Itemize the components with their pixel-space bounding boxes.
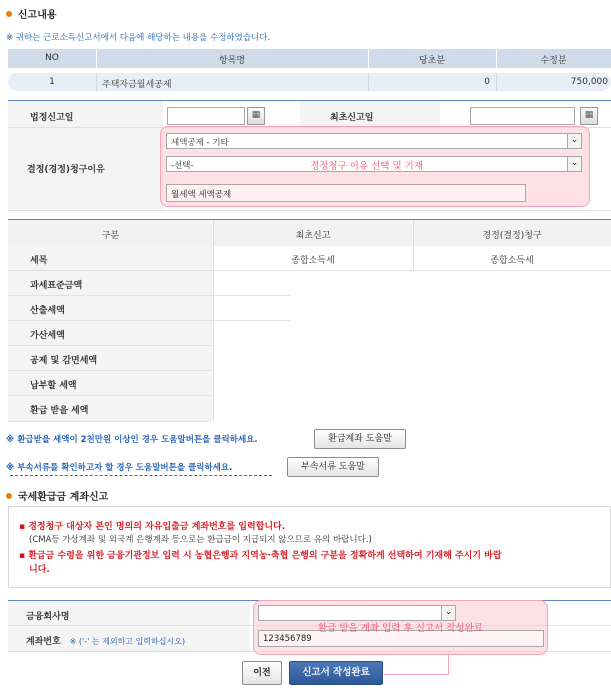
table-row [8,73,611,91]
refund-annotation: 환급 받을 계좌 입력 후 신고서 작성완료 [318,623,483,634]
help-note-refund: ※ 환급받을 세액이 2천만원 이상인 경우 도움말버튼을 클릭하세요. [6,435,258,445]
orange-dot-icon [6,11,12,17]
refund-notice-box [8,506,611,588]
row-item: 주택자금월세공제 [102,80,172,90]
legal-date-label: 법정신고일 [30,113,74,123]
reason-text-value: 월세액 세액공제 [171,190,232,200]
summary-table-header [8,49,611,68]
col-header-original: 당초분 [418,56,446,66]
compare-row-label: 납부할 세액 [30,381,77,391]
col-header-item: 항목명 [218,56,246,66]
col-header-no: NO [45,53,59,63]
row-original: 0 [484,77,490,87]
chevron-down-icon[interactable]: ⌄ [441,606,455,620]
attachment-help-button[interactable]: 부속서류 도움말 [287,457,379,477]
refund-section-header [6,488,108,503]
report-section-header [6,6,57,21]
reason-select-1-value: 세액공제 - 기타 [171,138,229,148]
refund-notice-1: ▪ 경정청구 대상자 본인 명의의 자유입출금 계좌번호를 입력합니다. [19,522,286,532]
section-title: 신고내용 [17,10,57,21]
reason-label: 결정(경정)청구이유 [27,165,105,175]
col-header-revised: 수정분 [540,56,567,66]
compare-row-label: 공제 및 감면세액 [30,356,98,366]
complete-report-button[interactable]: 신고서 작성완료 [289,661,383,685]
legal-date-input[interactable] [167,107,245,125]
help-note-attachments: ※ 부속서류를 확인하고자 할 경우 도움말버튼을 클릭하세요. [6,463,233,473]
section-title: 국세환급금 계좌신고 [17,492,109,503]
compare-row-label: 산출세액 [30,306,65,316]
compare-header-claim: 경정(결정)청구 [482,231,542,241]
report-notice: ※ 귀하는 근로소득신고서에서 다음에 해당하는 내용을 수정하였습니다. [6,33,271,43]
account-label: 계좌번호 [26,637,61,647]
compare-row-claim: 종합소득세 [490,256,534,266]
compare-row-first: 종합소득세 [291,256,335,266]
refund-notice-2-line1: ▪ 환급금 수령을 위한 금융기관정보 입력 시 농협은행과 지역농·축협 은행의 구분을 정확하게 선택하여 기재해 주시기 바랍 [19,551,502,561]
row-revised: 750,000 [570,77,608,87]
account-label-group [26,634,185,647]
compare-table-header [8,220,611,246]
calendar-icon[interactable]: ▦ [580,107,598,125]
reason-annotation: 경정청구 이유 선택 및 기재 [310,161,424,172]
compare-row-label: 과세표준금액 [30,281,83,291]
compare-row-label: 가산세액 [30,331,65,341]
calendar-icon[interactable]: ▦ [247,107,265,125]
chevron-down-icon[interactable]: ⌄ [567,134,581,148]
row-no: 1 [49,77,55,87]
bank-select[interactable] [258,605,456,621]
compare-row-label: 세목 [30,256,48,266]
reason-select-1[interactable] [166,133,582,149]
previous-button[interactable]: 이전 [242,661,282,685]
compare-header-first: 최초신고 [295,231,331,241]
orange-dot-icon [6,493,12,499]
account-hint: ※ ('-' 는 제외하고 입력하십시오) [69,637,186,646]
reason-text-input[interactable] [166,184,526,202]
refund-notice-1-sub: (CMA등 가상계좌 및 외국계 은행계좌 등으로는 환급금이 지급되지 않으므로 유의 바랍니다.) [29,535,372,545]
account-number-value: 123456789 [263,634,312,644]
bank-label: 금융회사명 [26,612,70,622]
refund-notice-2-line2: 니다. [29,565,50,575]
chevron-down-icon[interactable]: ⌄ [567,157,581,171]
first-date-label: 최초신고일 [330,113,374,123]
reason-select-2-value: -선택- [171,161,194,171]
refund-account-help-button[interactable]: 환급계좌 도움말 [314,429,406,449]
first-date-input[interactable] [470,107,575,125]
compare-row-label: 환급 받을 세액 [30,406,89,416]
compare-header-category: 구분 [101,231,120,241]
